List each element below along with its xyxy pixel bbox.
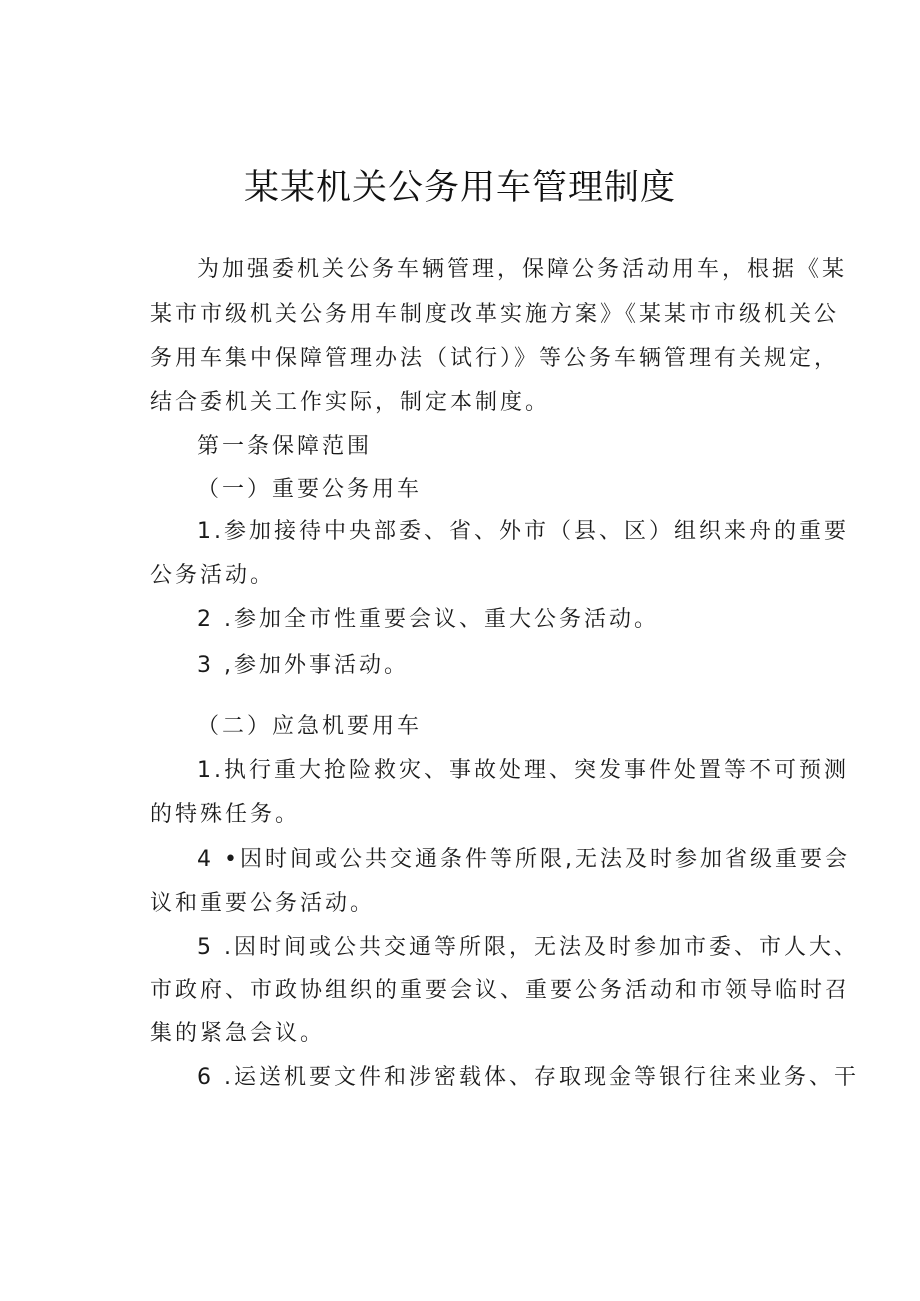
section-1-item-2: 2 .参加全市性重要会议、重大公务活动。: [197, 607, 659, 632]
section-2-item-5-line-1: 5 .因时间或公共交通等所限，无法及时参加市委、市人大、: [197, 935, 859, 960]
article-1-heading: 第一条保障范围: [197, 434, 373, 459]
section-1-item-1-line-1: 1.参加接待中央部委、省、外市（县、区）组织来舟的重要: [197, 519, 849, 544]
section-2-item-5-line-2: 市政府、市政协组织的重要会议、重要公务活动和市领导临时召: [150, 978, 851, 1003]
intro-line-3: 务用车集中保障管理办法（试行）》等公务车辆管理有关规定，: [150, 346, 840, 371]
section-2-item-4-line-2: 议和重要公务活动。: [150, 891, 376, 916]
document-title: 某某机关公务用车管理制度: [243, 168, 676, 208]
section-2-heading: （二）应急机要用车: [197, 714, 423, 739]
section-2-item-4-line-1: 4 •因时间或公共交通条件等所限,无法及时参加省级重要会: [197, 847, 850, 872]
section-1-item-3: 3 ,参加外事活动。: [197, 653, 409, 678]
section-2-item-6-line-1: 6 .运送机要文件和涉密载体、存取现金等银行往来业务、干: [197, 1065, 859, 1090]
section-2-item-1-line-1: 1.执行重大抢险救灾、事故处理、突发事件处置等不可预测: [197, 758, 849, 783]
section-2-item-1-line-2: 的特殊任务。: [150, 802, 301, 827]
intro-line-1: 为加强委机关公务车辆管理，保障公务活动用车，根据《某: [197, 257, 848, 282]
section-1-heading: （一）重要公务用车: [197, 477, 423, 502]
section-2-item-5-line-3: 集的紧急会议。: [150, 1021, 326, 1046]
intro-line-4: 结合委机关工作实际，制定本制度。: [150, 390, 551, 415]
intro-line-2: 某市市级机关公务用车制度改革实施方案》《某某市市级机关公: [150, 302, 840, 327]
section-1-item-1-line-2: 公务活动。: [150, 563, 276, 588]
